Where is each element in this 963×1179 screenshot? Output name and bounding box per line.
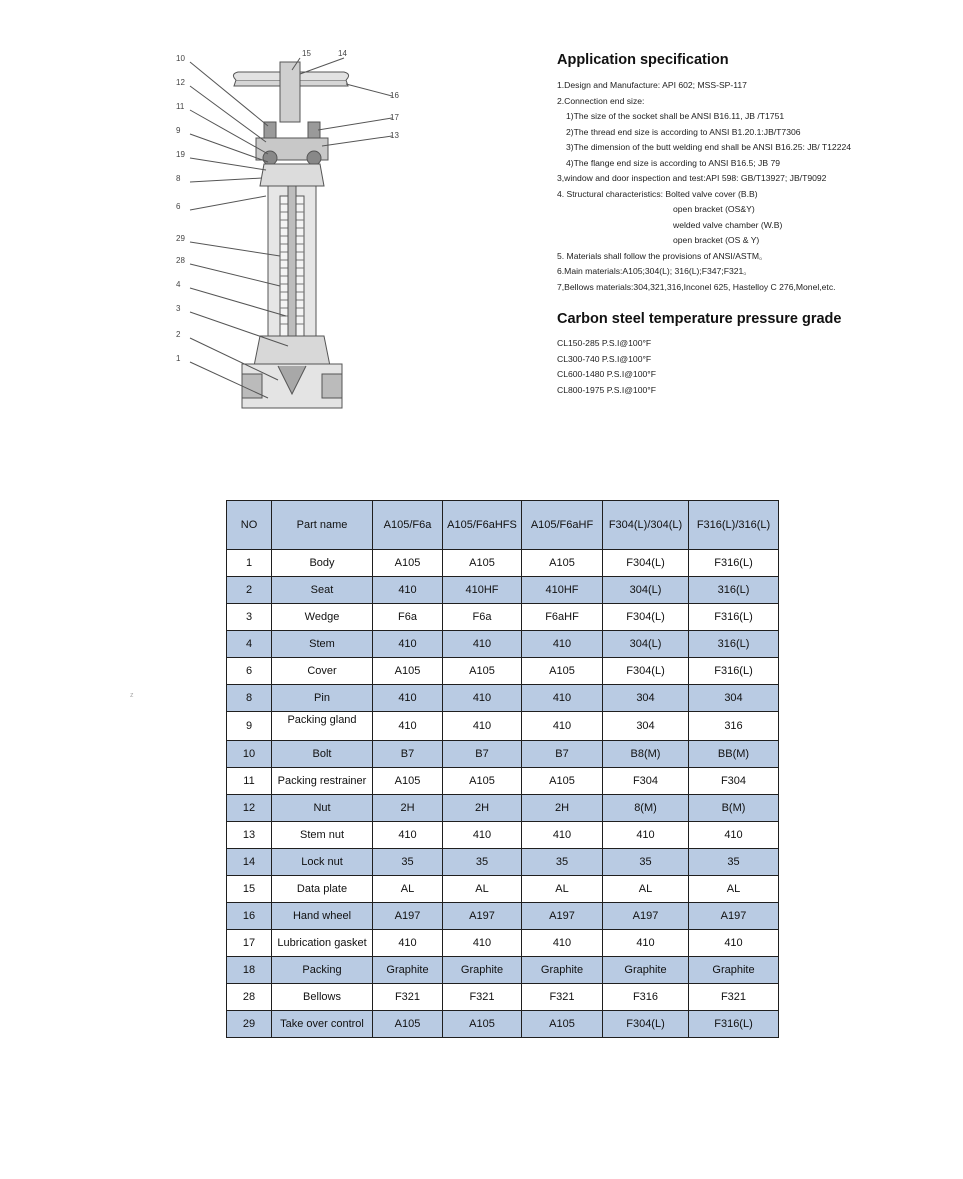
- spec-line: open bracket (OS&Y): [673, 204, 755, 214]
- cell-a105-f6ahfs: 35: [443, 849, 522, 876]
- callout-2: 2: [176, 330, 181, 339]
- cell-f316l: 316: [689, 712, 779, 741]
- spec-panel: [557, 52, 957, 398]
- cell-f304l: B8(M): [603, 741, 689, 768]
- spec-line: welded valve chamber (W.B): [673, 219, 783, 230]
- spec-line: 3,window and door inspection and test:API 598: GB/T13927; JB/T9092: [557, 173, 827, 183]
- header-f304l: F304(L)/304(L): [603, 501, 689, 550]
- cell-no: 18: [227, 957, 272, 984]
- cell-part-name: Data plate: [272, 876, 373, 903]
- cell-part-name: Packing gland: [272, 712, 373, 741]
- cell-a105-f6ahfs: A105: [443, 550, 522, 577]
- cell-part-name: Packing: [272, 957, 373, 984]
- cell-a105-f6ahfs: 410: [443, 685, 522, 712]
- cell-f316l: Graphite: [689, 957, 779, 984]
- valve-drawing: [168, 46, 408, 416]
- spec-title: Application specification: [557, 52, 729, 68]
- cell-a105-f6a: 410: [373, 577, 443, 604]
- cell-f304l: 35: [603, 849, 689, 876]
- cell-a105-f6ahfs: A105: [443, 768, 522, 795]
- table-row: [227, 1011, 779, 1038]
- table-row: [227, 795, 779, 822]
- cell-no: 1: [227, 550, 272, 577]
- callout-8: 8: [176, 174, 181, 183]
- cell-f304l: F304: [603, 768, 689, 795]
- cell-f316l: F316(L): [689, 550, 779, 577]
- cell-f316l: 410: [689, 822, 779, 849]
- cell-a105-f6a: A105: [373, 768, 443, 795]
- cell-a105-f6ahfs: 410HF: [443, 577, 522, 604]
- cell-a105-f6a: A105: [373, 1011, 443, 1038]
- cell-a105-f6ahfs: 410: [443, 631, 522, 658]
- table-row: [227, 577, 779, 604]
- cell-a105-f6ahfs: 410: [443, 930, 522, 957]
- cell-f304l: 8(M): [603, 795, 689, 822]
- cell-a105-f6a: AL: [373, 876, 443, 903]
- table-row: [227, 930, 779, 957]
- table-row: [227, 550, 779, 577]
- cell-no: 6: [227, 658, 272, 685]
- cell-a105-f6ahf: A105: [522, 1011, 603, 1038]
- cell-f316l: B(M): [689, 795, 779, 822]
- table-row: [227, 631, 779, 658]
- header-part-name: Part name: [272, 501, 373, 550]
- table-row: [227, 822, 779, 849]
- cell-a105-f6ahf: B7: [522, 741, 603, 768]
- cell-f316l: BB(M): [689, 741, 779, 768]
- cell-no: 17: [227, 930, 272, 957]
- cell-a105-f6ahfs: A197: [443, 903, 522, 930]
- cell-no: 9: [227, 712, 272, 741]
- cell-f316l: AL: [689, 876, 779, 903]
- spec-line: 7,Bellows materials:304,321,316,Inconel 625, Hastelloy C 276,Monel,etc.: [557, 281, 836, 292]
- cell-f316l: F316(L): [689, 658, 779, 685]
- cell-f304l: 410: [603, 930, 689, 957]
- cell-a105-f6ahf: F6aHF: [522, 604, 603, 631]
- header-a105-f6ahfs: A105/F6aHFS: [443, 501, 522, 550]
- cell-f304l: 410: [603, 822, 689, 849]
- cell-f316l: F321: [689, 984, 779, 1011]
- cell-no: 8: [227, 685, 272, 712]
- cell-f304l: 304: [603, 712, 689, 741]
- cell-a105-f6a: F321: [373, 984, 443, 1011]
- grade-line: CL150-285 P.S.I@100°F: [557, 338, 652, 348]
- cell-a105-f6a: B7: [373, 741, 443, 768]
- callout-29: 29: [176, 234, 185, 243]
- cell-f316l: 410: [689, 930, 779, 957]
- cell-part-name: Cover: [272, 658, 373, 685]
- cell-no: 28: [227, 984, 272, 1011]
- table-row: [227, 903, 779, 930]
- cell-no: 10: [227, 741, 272, 768]
- cell-a105-f6ahf: Graphite: [522, 957, 603, 984]
- callout-19: 19: [176, 150, 185, 159]
- cell-a105-f6ahf: 2H: [522, 795, 603, 822]
- cell-a105-f6ahfs: F6a: [443, 604, 522, 631]
- callout-9: 9: [176, 126, 181, 135]
- cell-no: 2: [227, 577, 272, 604]
- cell-f316l: 304: [689, 685, 779, 712]
- cell-a105-f6ahf: 410: [522, 822, 603, 849]
- cell-a105-f6a: 35: [373, 849, 443, 876]
- callout-14: 14: [338, 49, 347, 58]
- cell-a105-f6ahf: 410HF: [522, 577, 603, 604]
- cell-a105-f6a: F6a: [373, 604, 443, 631]
- cell-part-name: Lubrication gasket: [272, 930, 373, 957]
- callout-10: 10: [176, 54, 185, 63]
- cell-a105-f6a: A105: [373, 658, 443, 685]
- cell-f304l: AL: [603, 876, 689, 903]
- cell-f304l: F304(L): [603, 550, 689, 577]
- cell-a105-f6ahfs: A105: [443, 1011, 522, 1038]
- cell-a105-f6ahfs: 410: [443, 822, 522, 849]
- callout-6: 6: [176, 202, 181, 211]
- cell-no: 11: [227, 768, 272, 795]
- callout-13: 13: [390, 131, 399, 140]
- cell-part-name: Bolt: [272, 741, 373, 768]
- cell-a105-f6ahf: 410: [522, 685, 603, 712]
- cell-a105-f6ahf: AL: [522, 876, 603, 903]
- table-row: [227, 876, 779, 903]
- callout-15: 15: [302, 49, 311, 58]
- table-row: [227, 712, 779, 741]
- cell-f304l: F304(L): [603, 604, 689, 631]
- cell-no: 29: [227, 1011, 272, 1038]
- spec-line: 4. Structural characteristics: Bolted valve cover (B.B): [557, 188, 758, 199]
- cell-f304l: 304(L): [603, 577, 689, 604]
- cell-no: 12: [227, 795, 272, 822]
- spec-line: 5. Materials shall follow the provisions of ANSI/ASTM。: [557, 250, 768, 261]
- spec-line: 4)The flange end size is according to ANSI B16.5; JB 79: [566, 157, 781, 168]
- cell-a105-f6a: A197: [373, 903, 443, 930]
- cell-f316l: 316(L): [689, 631, 779, 658]
- callout-4: 4: [176, 280, 181, 289]
- grade-line: CL800-1975 P.S.I@100°F: [557, 384, 656, 395]
- cell-a105-f6ahfs: AL: [443, 876, 522, 903]
- cell-a105-f6ahf: A105: [522, 768, 603, 795]
- cell-part-name: Body: [272, 550, 373, 577]
- callout-3: 3: [176, 304, 181, 313]
- cell-no: 14: [227, 849, 272, 876]
- cell-no: 3: [227, 604, 272, 631]
- cell-a105-f6ahfs: B7: [443, 741, 522, 768]
- callout-17: 17: [390, 113, 399, 122]
- cell-part-name: Take over control: [272, 1011, 373, 1038]
- cell-a105-f6ahfs: A105: [443, 658, 522, 685]
- spec-line: 3)The dimension of the butt welding end shall be ANSI B16.25: JB/ T12224: [566, 142, 852, 152]
- cell-a105-f6ahf: 410: [522, 930, 603, 957]
- cell-f304l: F304(L): [603, 658, 689, 685]
- spec-line: 1.Design and Manufacture: API 602; MSS-SP-117: [557, 80, 747, 90]
- cell-no: 16: [227, 903, 272, 930]
- cell-part-name: Lock nut: [272, 849, 373, 876]
- cell-part-name: Stem nut: [272, 822, 373, 849]
- cell-a105-f6a: A105: [373, 550, 443, 577]
- cell-a105-f6ahf: A105: [522, 550, 603, 577]
- cell-no: 13: [227, 822, 272, 849]
- cell-no: 4: [227, 631, 272, 658]
- cell-f304l: A197: [603, 903, 689, 930]
- cell-f304l: Graphite: [603, 957, 689, 984]
- cell-a105-f6a: Graphite: [373, 957, 443, 984]
- cell-a105-f6ahfs: F321: [443, 984, 522, 1011]
- materials-table: [226, 500, 779, 1038]
- header-a105-f6a: A105/F6a: [373, 501, 443, 550]
- cell-f316l: F316(L): [689, 1011, 779, 1038]
- cell-a105-f6a: 410: [373, 631, 443, 658]
- callout-12: 12: [176, 78, 185, 87]
- cell-f316l: F304: [689, 768, 779, 795]
- cell-a105-f6a: 410: [373, 712, 443, 741]
- grade-line: CL300-740 P.S.I@100°F: [557, 353, 652, 364]
- cell-a105-f6ahf: 410: [522, 712, 603, 741]
- cell-a105-f6ahf: A105: [522, 658, 603, 685]
- cell-a105-f6ahfs: 2H: [443, 795, 522, 822]
- spec-line: 6.Main materials:A105;304(L); 316(L);F347;F321。: [557, 266, 752, 276]
- cell-part-name: Stem: [272, 631, 373, 658]
- header-a105-f6ahf: A105/F6aHF: [522, 501, 603, 550]
- table-header-row: [227, 501, 779, 550]
- spec-line: 2.Connection end size:: [557, 95, 645, 106]
- table-row: [227, 957, 779, 984]
- callout-1: 1: [176, 354, 181, 363]
- cell-a105-f6ahf: A197: [522, 903, 603, 930]
- cell-a105-f6a: 2H: [373, 795, 443, 822]
- cell-f316l: 35: [689, 849, 779, 876]
- cell-a105-f6a: 410: [373, 685, 443, 712]
- cell-f304l: F304(L): [603, 1011, 689, 1038]
- cell-a105-f6a: 410: [373, 930, 443, 957]
- grade-line: CL600-1480 P.S.I@100°F: [557, 369, 656, 379]
- table-row: [227, 849, 779, 876]
- cell-part-name: Bellows: [272, 984, 373, 1011]
- cell-f304l: 304(L): [603, 631, 689, 658]
- table-body: [227, 550, 779, 1038]
- table-row: [227, 658, 779, 685]
- grade-title: Carbon steel temperature pressure grade: [557, 311, 842, 327]
- cell-part-name: Wedge: [272, 604, 373, 631]
- table-row: [227, 741, 779, 768]
- table-row: [227, 604, 779, 631]
- table-row: [227, 768, 779, 795]
- callout-28: 28: [176, 256, 185, 265]
- spec-line: open bracket (OS & Y): [673, 235, 760, 245]
- cell-f316l: F316(L): [689, 604, 779, 631]
- cell-part-name: Packing restrainer: [272, 768, 373, 795]
- spec-line: 1)The size of the socket shall be ANSI B16.11, JB /T1751: [566, 111, 785, 121]
- cell-part-name: Nut: [272, 795, 373, 822]
- cell-a105-f6a: 410: [373, 822, 443, 849]
- cell-f304l: 304: [603, 685, 689, 712]
- materials-table-wrap: [226, 500, 779, 1038]
- stray-mark: z: [130, 692, 134, 699]
- header-no: NO: [227, 501, 272, 550]
- table-row: [227, 984, 779, 1011]
- cell-a105-f6ahf: 35: [522, 849, 603, 876]
- cell-a105-f6ahf: F321: [522, 984, 603, 1011]
- callout-16: 16: [390, 91, 399, 100]
- cell-no: 15: [227, 876, 272, 903]
- cell-part-name: Hand wheel: [272, 903, 373, 930]
- spec-line: 2)The thread end size is according to ANSI B1.20.1:JB/T7306: [566, 126, 801, 137]
- cell-part-name: Seat: [272, 577, 373, 604]
- cell-a105-f6ahfs: Graphite: [443, 957, 522, 984]
- cell-f304l: F316: [603, 984, 689, 1011]
- callout-11: 11: [176, 102, 185, 111]
- cell-part-name: Pin: [272, 685, 373, 712]
- cell-f316l: A197: [689, 903, 779, 930]
- cell-a105-f6ahfs: 410: [443, 712, 522, 741]
- cell-a105-f6ahf: 410: [522, 631, 603, 658]
- header-f316l: F316(L)/316(L): [689, 501, 779, 550]
- table-row: [227, 685, 779, 712]
- cell-f316l: 316(L): [689, 577, 779, 604]
